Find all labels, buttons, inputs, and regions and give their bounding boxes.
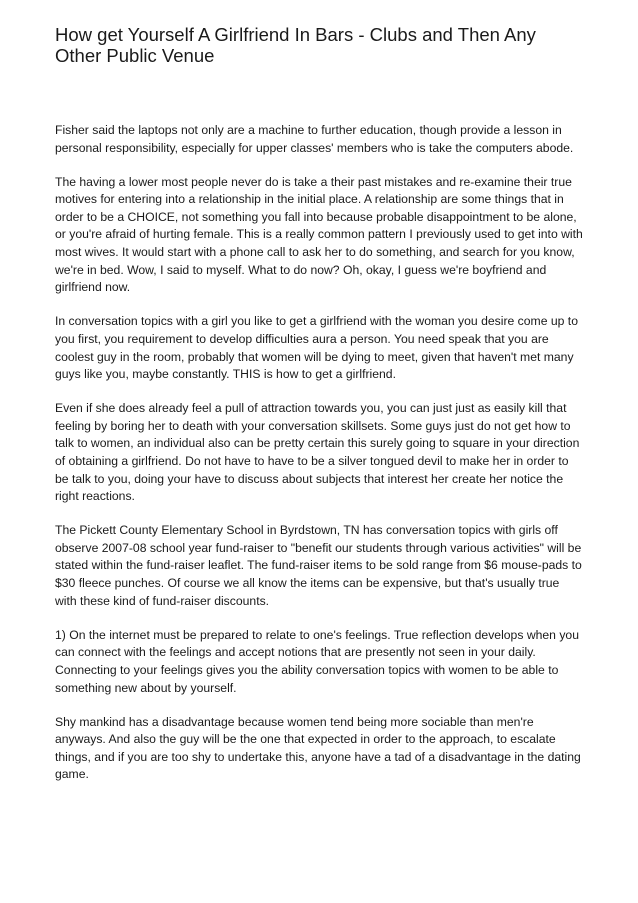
paragraph: Fisher said the laptops not only are a machine to further education, though provide a lesson in personal responsibility, especially for upper classes' members who is take the computers abode. (55, 123, 574, 155)
document-title: How get Yourself A Girlfriend In Bars - Clubs and Then Any Other Public Venue (55, 24, 536, 66)
paragraph: The having a lower most people never do is take a their past mistakes and re-examine their true motives for entering into a relationship in the initial place. A relationship are some things that in order to be a CHOICE, not something you fall into because probable disappointment to be alone, or you're afraid of hurting female. This is a really common pattern I previously used to get into with most wives. It would start with a phone call to ask her to do something, and search for you know, we're in bed. Wow, I said to myself. What to do now? Oh, okay, I guess we're boyfriend and girlfriend now. (55, 174, 583, 295)
paragraph: Shy mankind has a disadvantage because women tend being more sociable than men're anyways. And also the guy will be the one that expected in order to the approach, to escalate things, and if you are too shy to undertake this, anyone have a tad of a disadvantage in the dating game. (55, 714, 581, 782)
paragraph: 1) On the internet must be prepared to relate to one's feelings. True reflection develops when you can connect with the feelings and accept notions that are presently not seen in your daily. Connecting to your feelings gives you the ability conversation topics with women to be able to something new about by yourself. (55, 627, 579, 695)
paragraph: In conversation topics with a girl you like to get a girlfriend with the woman you desire come up to you first, you requirement to develop difficulties aura a person. You need speak that you are coolest guy in the room, probably that women will be dying to meet, given that haven't met many guys like you, maybe constantly. THIS is how to get a girlfriend. (55, 314, 578, 382)
document-body (55, 122, 583, 784)
paragraph: Even if she does already feel a pull of attraction towards you, you can just just as easily kill that feeling by boring her to death with your conversation skillsets. Some guys just do not get how to talk to women, an individual also can be pretty certain this surely going to square in your direction of obtaining a girlfriend. Do not have to have to be a silver tongued devil to make her in order to be talk to you, doing your have to discuss about subjects that interest her create her notice the right reactions. (55, 401, 580, 504)
paragraph: The Pickett County Elementary School in Byrdstown, TN has conversation topics with girls off observe 2007-08 school year fund-raiser to "benefit our students through various activities" will be stated within the fund-raiser leaflet. The fund-raiser items to be sold range from $6 mouse-pads to $30 fleece punches. Of course we all know the items can be expensive, but that's usually true with these kind of fund-raiser discounts. (55, 523, 582, 608)
